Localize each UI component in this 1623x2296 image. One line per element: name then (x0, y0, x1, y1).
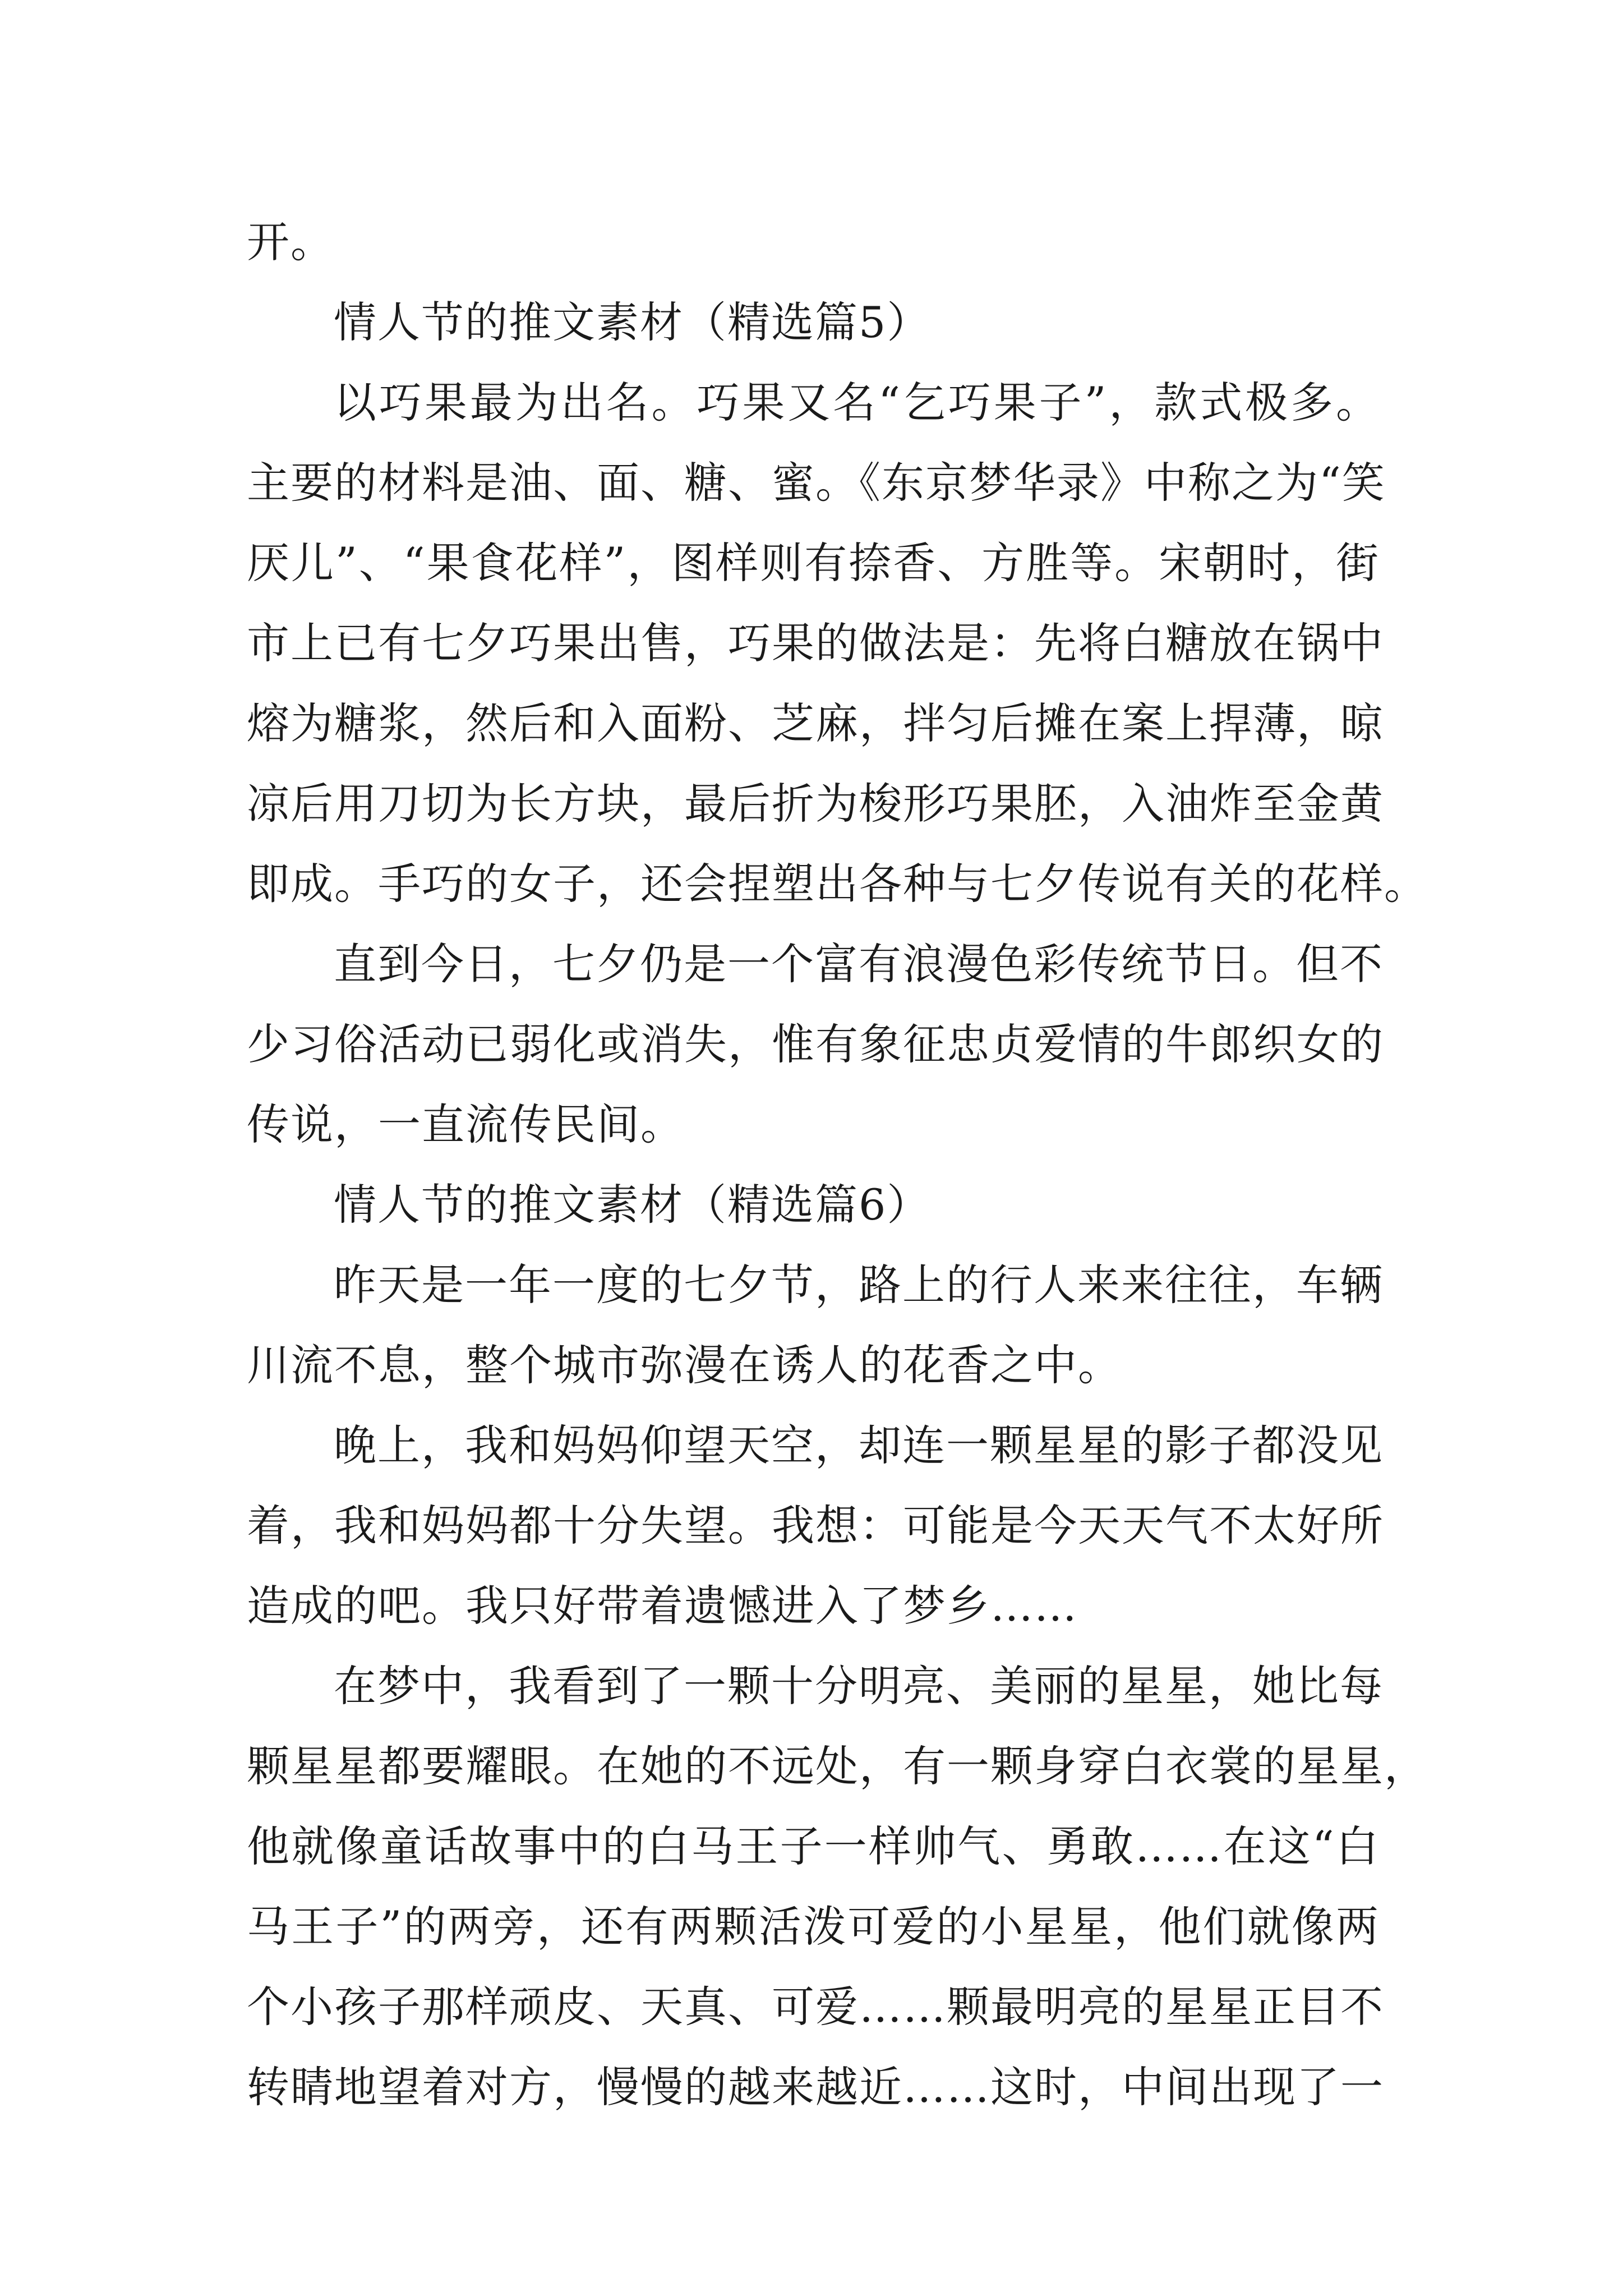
section-heading: 情人节的推文素材（精选篇5） (334, 297, 931, 347)
text-line: 个小孩子那样顽皮、天真、可爱……颗最明亮的星星正目不 (247, 1982, 1384, 2032)
text-line: 开。 (247, 217, 334, 267)
text-line: 颗星星都要耀眼。在她的不远处，有一颗身穿白衣裳的星星， (247, 1741, 1428, 1791)
text-line: 转睛地望着对方，慢慢的越来越近……这时，中间出现了一 (247, 2062, 1384, 2112)
text-line: 厌儿”、“果食花样”，图样则有捺香、方胜等。宋朝时，街 (247, 538, 1380, 588)
text-line: 少习俗活动已弱化或消失，惟有象征忠贞爱情的牛郎织女的 (247, 1019, 1384, 1069)
text-line: 昨天是一年一度的七夕节，路上的行人来来往往，车辆 (334, 1260, 1384, 1310)
text-line: 主要的材料是油、面、糖、蜜。《东京梦华录》中称之为“笑 (247, 458, 1386, 508)
section-heading: 情人节的推文素材（精选篇6） (334, 1180, 931, 1230)
text-line: 在梦中，我看到了一颗十分明亮、美丽的星星，她比每 (334, 1661, 1384, 1711)
text-line: 熔为糖浆，然后和入面粉、芝麻，拌匀后摊在案上捍薄，晾 (247, 698, 1384, 748)
text-line: 凉后用刀切为长方块，最后折为梭形巧果胚，入油炸至金黄 (247, 779, 1384, 829)
text-line: 晚上，我和妈妈仰望天空，却连一颗星星的影子都没见 (334, 1420, 1384, 1470)
text-line: 川流不息，整个城市弥漫在诱人的花香之中。 (247, 1340, 1122, 1390)
text-line: 以巧果最为出名。巧果又名“乞巧果子”，款式极多。 (334, 378, 1380, 427)
text-line: 直到今日，七夕仍是一个富有浪漫色彩传统节日。但不 (334, 939, 1384, 989)
text-line: 市上已有七夕巧果出售，巧果的做法是：先将白糖放在锅中 (247, 618, 1384, 668)
text-line: 马王子”的两旁，还有两颗活泼可爱的小星星，他们就像两 (247, 1902, 1380, 1952)
text-line: 造成的吧。我只好带着遗憾进入了梦乡…… (247, 1581, 1078, 1631)
text-line: 他就像童话故事中的白马王子一样帅气、勇敢……在这“白 (247, 1821, 1380, 1871)
text-line: 着，我和妈妈都十分失望。我想：可能是今天天气不太好所 (247, 1501, 1384, 1550)
text-line: 传说，一直流传民间。 (247, 1099, 684, 1149)
body-text (247, 202, 1428, 2127)
text-line: 即成。手巧的女子，还会捏塑出各种与七夕传说有关的花样。 (247, 859, 1428, 909)
